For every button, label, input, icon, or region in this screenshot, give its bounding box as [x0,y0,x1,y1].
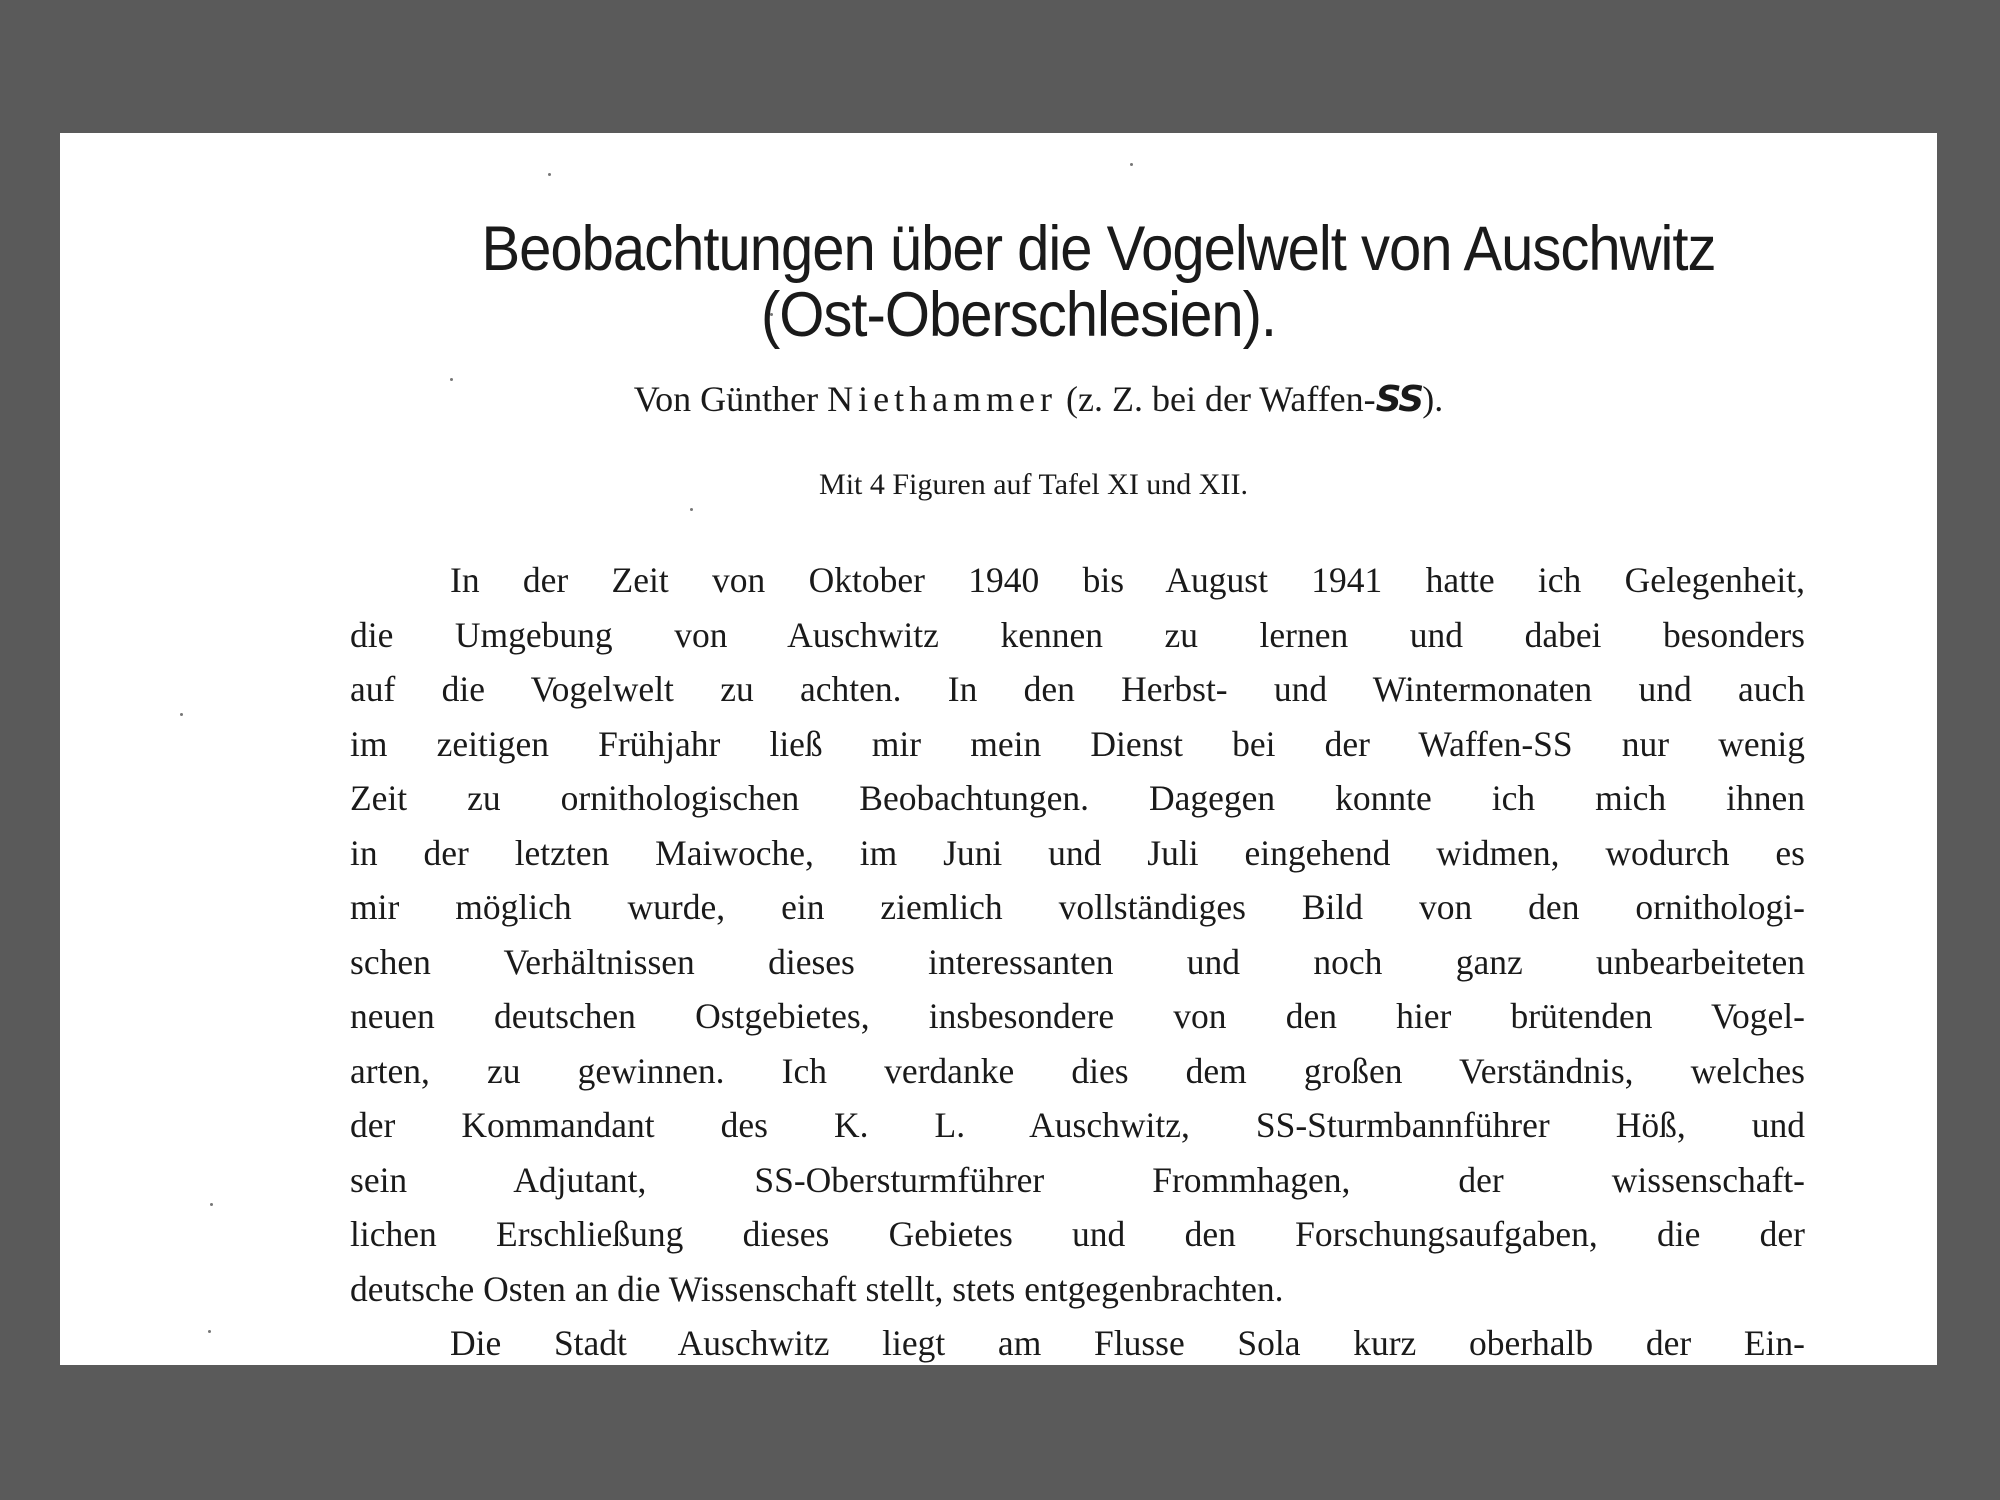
scan-speck [208,1330,211,1333]
scan-speck [690,508,693,511]
document-title-line-1: Beobachtungen über die Vogelwelt von Auschwitz [481,214,1716,285]
scan-speck [210,1203,213,1206]
author-name: Niethammer [827,379,1058,419]
text-line: In der Zeit von Oktober 1940 bis August 1941 hatte ich Gelegenheit, [450,560,1805,600]
text-line: die Umgebung von Auschwitz kennen zu lernen und dabei besonders [350,614,1805,655]
text-line: Die Stadt Auschwitz liegt am Flusse Sola kurz oberhalb der Ein- [450,1323,1805,1363]
scan-speck [548,173,551,176]
scan-speck [180,713,183,716]
text-line: schen Verhältnissen dieses interessanten und noch ganz unbearbeiteten [350,941,1805,982]
document-title-line-2: (Ost-Oberschlesien). [760,280,1277,351]
text-line: der Kommandant des K. L. Auschwitz, SS-Sturmbannführer Höß, und [350,1105,1805,1145]
text-line: auf die Vogelwelt zu achten. In den Herbst- und Wintermonaten und auch [350,669,1805,709]
text-line: im zeitigen Frühjahr ließ mir mein Dienst bei der Waffen-SS nur wenig [350,723,1805,764]
text-line: sein Adjutant, SS-Obersturmführer Frommhagen, der wissenschaft- [350,1159,1805,1200]
ss-rune-glyph: SS [1375,379,1423,420]
text-line: lichen Erschließung dieses Gebietes und den Forschungsaufgaben, die der [350,1214,1805,1254]
document-page [60,133,1937,1365]
body-text [350,553,1805,1365]
paragraph-1 [350,553,1805,1316]
text-line: neuen deutschen Ostgebietes, insbesondere von den hier brütenden Vogel- [350,996,1805,1036]
author-close: ). [1422,379,1444,419]
text-line: arten, zu gewinnen. Ich verdanke dies dem großen Verständnis, welches [350,1050,1805,1091]
paragraph-2 [350,1316,1805,1365]
text-line: in der letzten Maiwoche, im Juni und Juli eingehend widmen, wodurch es [350,832,1805,873]
text-line: Zeit zu ornithologischen Beobachtungen. Dagegen konnte ich mich ihnen [350,778,1805,818]
text-line: deutsche Osten an die Wissenschaft stellt, stets entgegenbrachten. [350,1268,1284,1309]
author-affiliation: (z. Z. bei der Waffen- [1066,379,1376,419]
author-prefix: Von Günther [633,379,819,419]
author-line [60,378,1937,420]
text-line: mir möglich wurde, ein ziemlich vollständiges Bild von den ornithologi- [350,887,1805,927]
figures-note: Mit 4 Figuren auf Tafel XI und XII. [819,468,1248,501]
scan-speck [1130,163,1133,166]
